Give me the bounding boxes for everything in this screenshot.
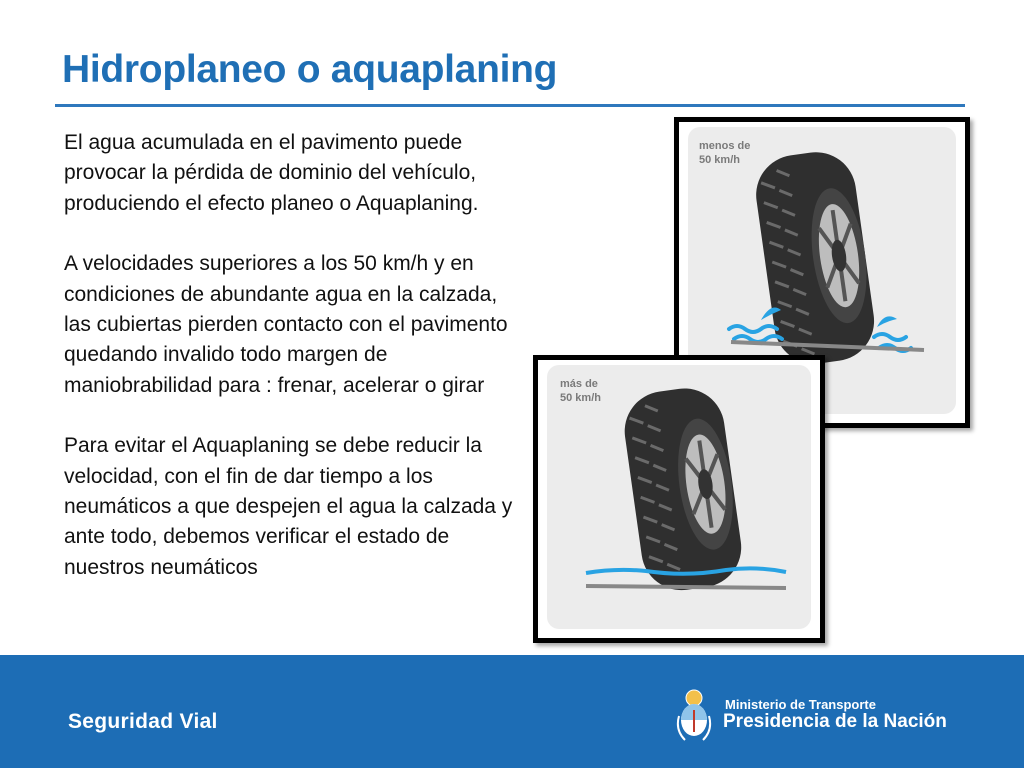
footer-program-label: Seguridad Vial — [68, 710, 218, 733]
speed-label-fast-line2: 50 km/h — [560, 392, 601, 404]
ministry-name: Ministerio de Transporte — [725, 697, 876, 712]
speed-label-slow-line1: menos de — [699, 140, 751, 152]
tire-image-fast — [533, 355, 825, 643]
speed-label-fast-line1: más de — [560, 378, 598, 390]
argentina-coat-of-arms-icon — [674, 686, 714, 746]
paragraph-prevention: Para evitar el Aquaplaning se debe reducir la velocidad, con el fin de dar tiempo a los neumáticos a que despejen el agua la calzada y ante todo, debemos verificar el estado de nuestros neumáticos — [64, 434, 513, 579]
speed-label-slow-line2: 50 km/h — [699, 154, 740, 166]
paragraph-high-speed-effect: A velocidades superiores a los 50 km/h y en condiciones de abundante agua en la calzada, las cubiertas pierden contacto con el pavimento quedando invalido todo margen de maniobrabilidad para : frenar, acelerar o girar — [64, 252, 508, 397]
paragraph-aquaplaning-definition: El agua acumulada en el pavimento puede provocar la pérdida de dominio del vehículo, produciendo el efecto planeo o Aquaplaning. — [64, 131, 479, 215]
title-divider — [55, 104, 965, 107]
tire-fast-icon — [538, 360, 820, 638]
slide-title: Hidroplaneo o aquaplaning — [62, 48, 558, 91]
presidency-name: Presidencia de la Nación — [723, 711, 947, 732]
body-text — [64, 128, 520, 613]
